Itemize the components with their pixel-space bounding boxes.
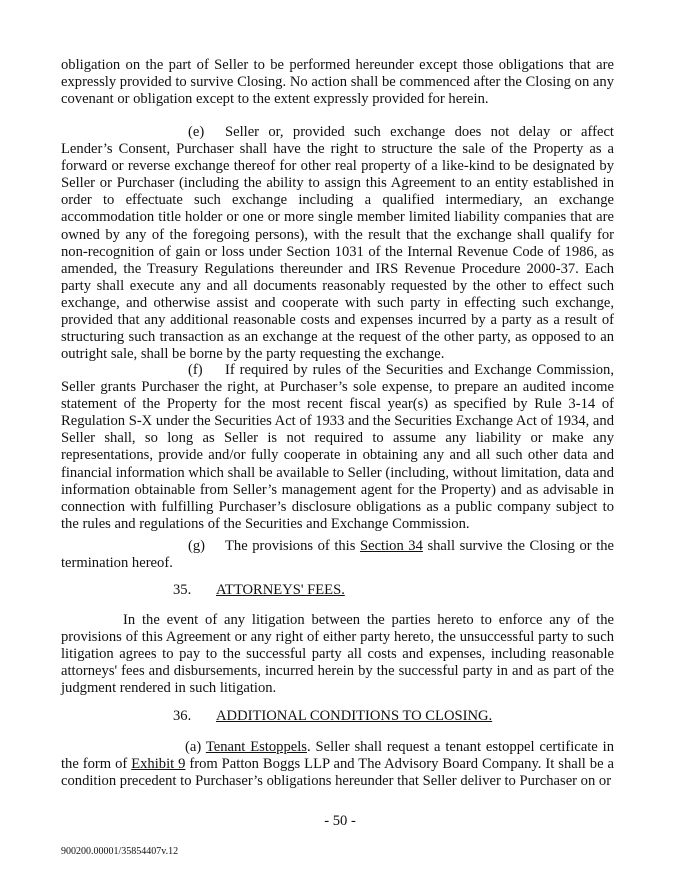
section-36-heading <box>173 708 492 725</box>
section-35-title: ATTORNEYS' FEES. <box>216 582 345 598</box>
section-34-reference: Section 34 <box>359 538 423 554</box>
document-id: 900200.00001/35854407v.12 <box>61 846 179 857</box>
paragraph-35-text: In the event of any litigation between the parties hereto to enforce any of the provisions of this Agreement or any right of either party hereto, the unsuccessful party to such litigation agrees to pay to the successful party all costs and expenses, including reasonable attorneys' fees and disbursements, incurred herein by the successful party in and as part of the judgment rendered in such litigation. <box>61 612 614 697</box>
exhibit-9-reference: Exhibit 9 <box>131 756 186 773</box>
paragraph-intro-text: obligation on the part of Seller to be performed hereunder except those obligations that are expressly provided to survive Closing. No action shall be commenced after the Closing on any covenant or obligation except to the extent expressly provided for herein. <box>61 57 614 108</box>
page-number: - 50 - <box>324 813 356 829</box>
tenant-estoppels-title: Tenant Estoppels <box>205 739 307 755</box>
section-35-heading <box>173 582 345 599</box>
paragraph-intro <box>61 57 614 108</box>
paragraph-e-label: (e) <box>188 124 205 140</box>
paragraph-a-label: (a) <box>185 739 202 755</box>
section-36-number: 36. <box>173 708 192 724</box>
paragraph-f-text: If required by rules of the Securities and Exchange Commission, Seller grants Purchaser the right, at Purchaser’s sole expense, to prepare an audited income statement of the Property for the most recent fiscal year(s) as specified by Rule 3-14 of Regulation S-X under the Securities Act of 1933 and the Securities Exchange Act of 1934, and Seller shall, so long as Seller is not required to assume any liability or make any representations, provide and/or fully cooperate in obtaining any and all such other data and financial information which shall be available to Seller (including, without limitation, data and information obtainable from Seller’s management agent for the Property) and as advisable in connection with fulfilling Purchaser’s disclosure obligations as a public company subject to the rules and regulations of the Securities and Exchange Commission. <box>61 362 614 532</box>
paragraph-g <box>61 538 614 572</box>
section-35-number: 35. <box>173 582 192 598</box>
paragraph-g-pre: The provisions of this <box>225 538 360 554</box>
paragraph-g-post: shall survive the Closing or the termination hereof. <box>61 538 614 572</box>
paragraph-e-text: Seller or, provided such exchange does not delay or affect Lender’s Consent, Purchaser shall have the right to structure the sale of the Property as a forward or reverse exchange thereof for other real property of a like-kind to be designated by Seller or Purchaser (including the ability to assign this Agreement to an entity established in order to effectuate such exchange including a qualified intermediary, an exchange accommodation title holder or one or more single member limited liability companies that are owned by any of the foregoing persons), with the result that the exchange shall qualify for non-recognition of gain or loss under Section 1031 of the Internal Revenue Code of 1986, as amended, the Treasury Regulations thereunder and IRS Revenue Procedure 2000-37. Each party shall execute any and all documents reasonably requested by the other to effect such exchange, and otherwise assist and cooperate with such party in effecting such exchange, provided that any additional reasonable costs and expenses incurred by a party as a result of structuring such transaction as an exchange at the request of the other party, as opposed to an outright sale, shall be borne by the party requesting the exchange. <box>61 124 614 363</box>
paragraph-a-post: from Patton Boggs LLP and The Advisory Board Company. It shall be a condition precedent to Purchaser’s obligations hereunder that Seller deliver to Purchaser on or <box>61 756 614 790</box>
paragraph-f-label: (f) <box>188 362 203 378</box>
section-36-title: ADDITIONAL CONDITIONS TO CLOSING. <box>216 708 493 724</box>
paragraph-35 <box>61 612 614 697</box>
paragraph-a-pre: . Seller shall request a tenant estoppel certificate in the form of <box>61 739 615 773</box>
paragraph-e <box>61 124 614 363</box>
paragraph-f <box>61 362 614 533</box>
paragraph-a <box>61 739 614 790</box>
paragraph-g-label: (g) <box>188 538 206 554</box>
